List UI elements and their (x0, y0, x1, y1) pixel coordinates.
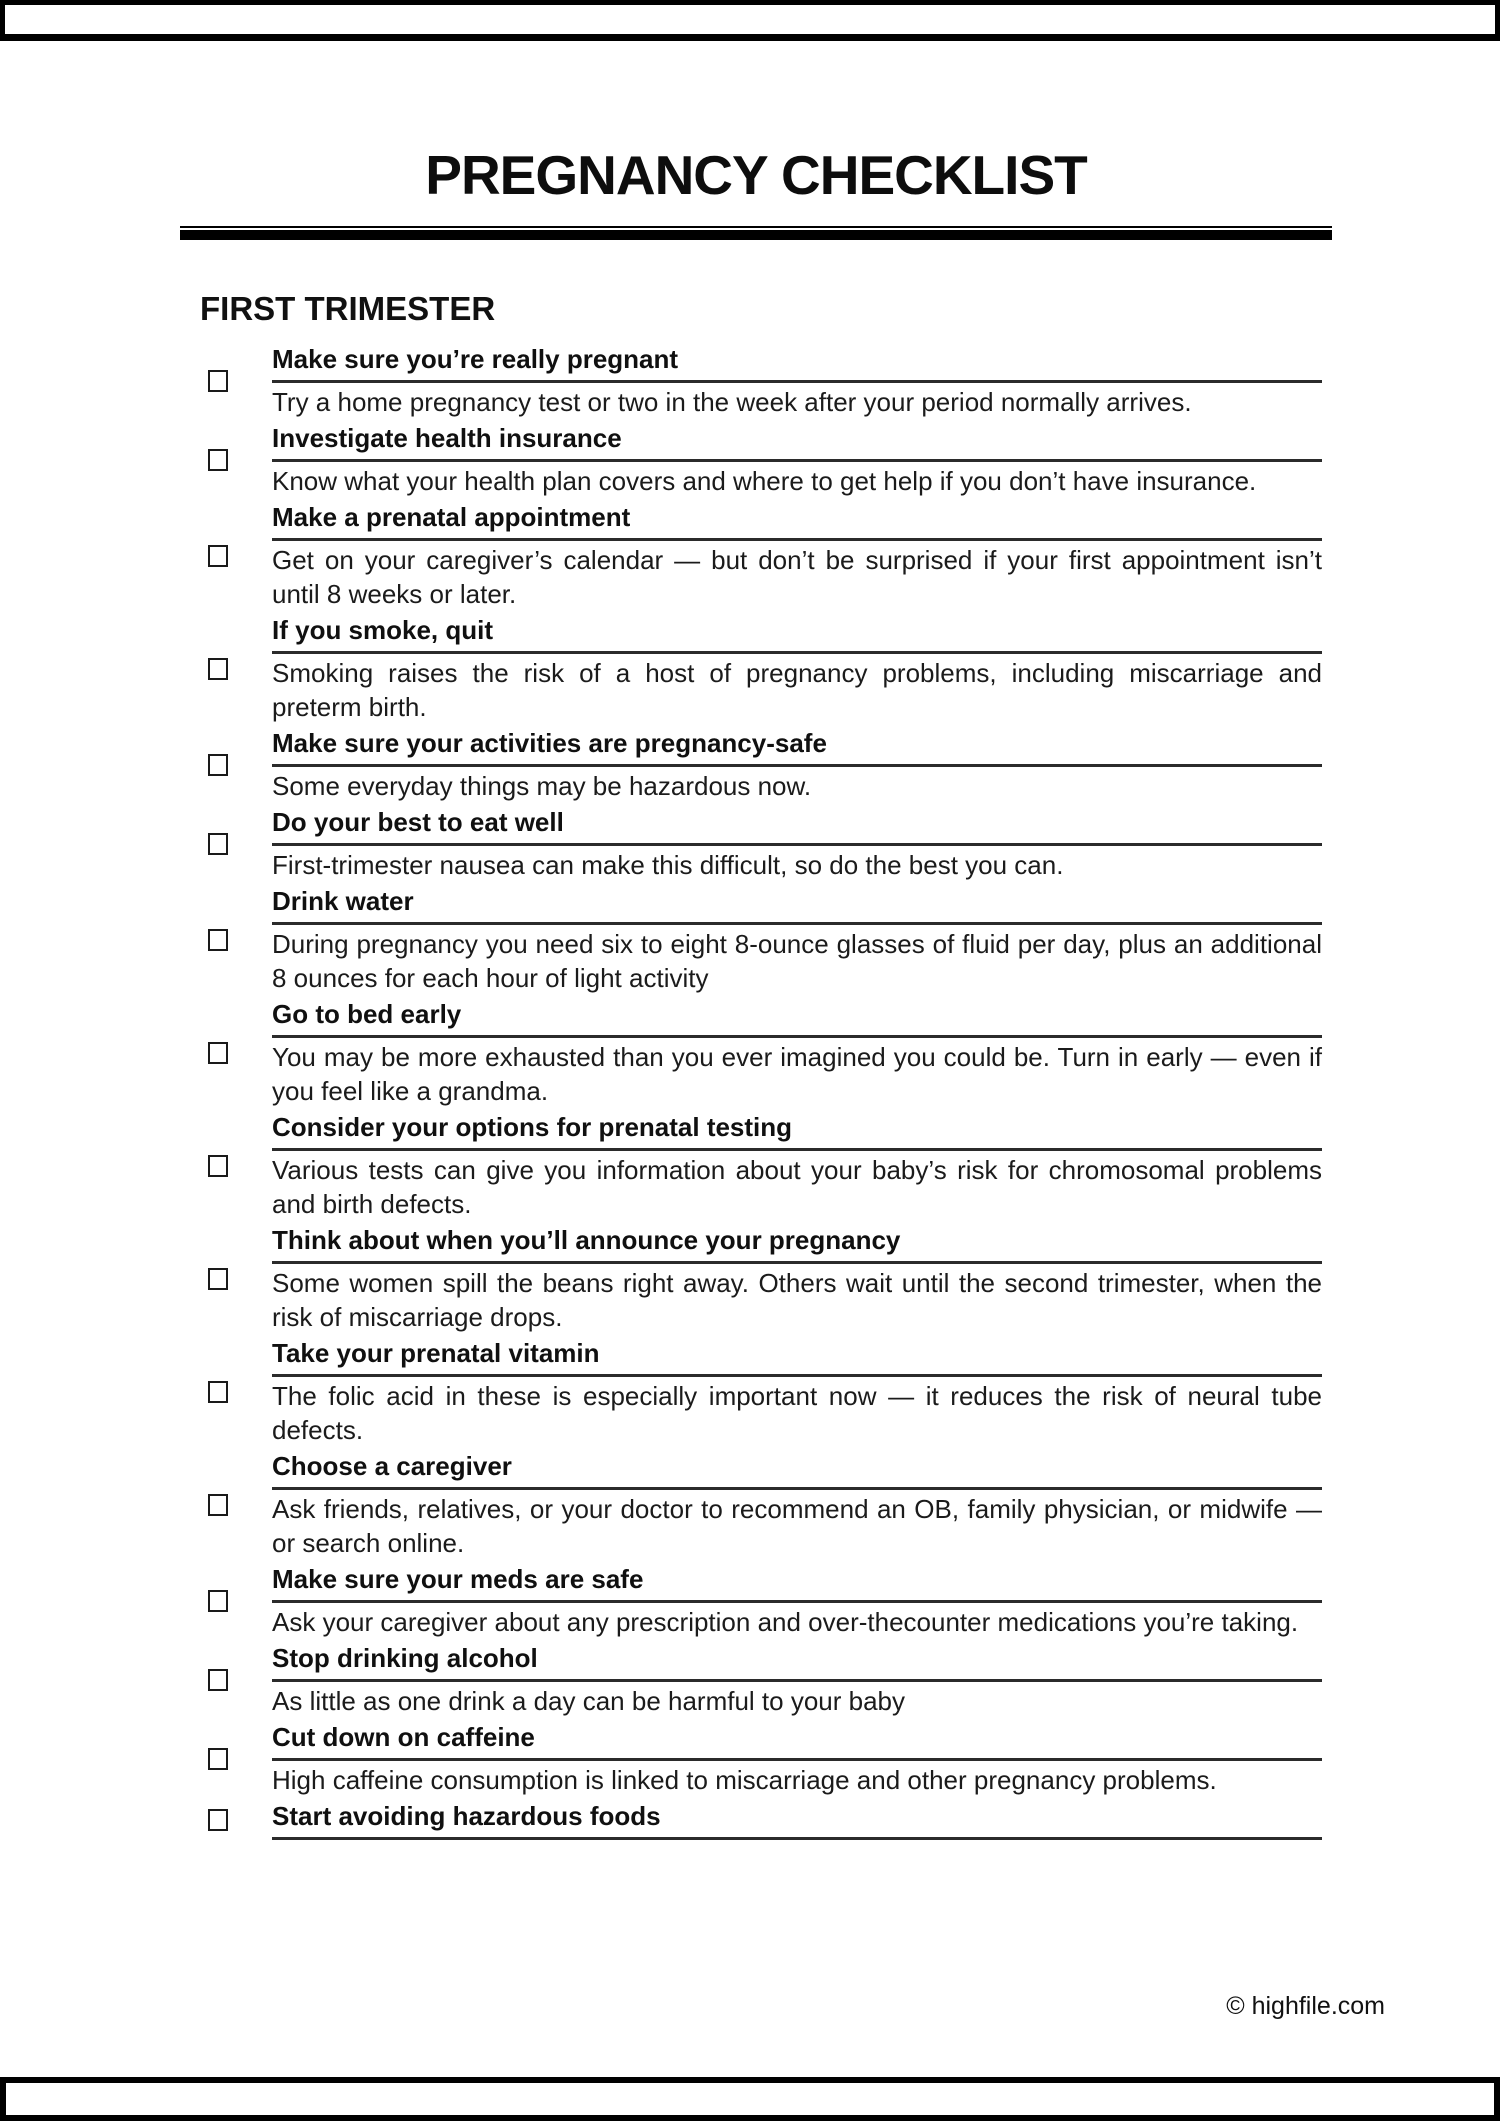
item-title: If you smoke, quit (272, 613, 1322, 654)
checklist-item-body (272, 421, 1322, 498)
checkbox[interactable] (208, 1669, 228, 1691)
item-title: Make sure you’re really pregnant (272, 342, 1322, 383)
checkbox[interactable] (208, 754, 228, 776)
section-heading: FIRST TRIMESTER (200, 289, 496, 327)
item-title: Choose a caregiver (272, 1449, 1322, 1490)
checkbox[interactable] (208, 658, 228, 680)
checkbox[interactable] (208, 929, 228, 951)
item-title: Investigate health insurance (272, 421, 1322, 462)
item-description: During pregnancy you need six to eight 8-ounce glasses of fluid per day, plus an additional 8 ounces for each hour of light activity (272, 929, 1322, 994)
checkbox[interactable] (208, 1809, 228, 1831)
item-description: Try a home pregnancy test or two in the week after your period normally arrives. (272, 387, 1192, 418)
checkbox-cell (180, 1590, 272, 1612)
checklist-item-body (272, 805, 1322, 882)
checkbox[interactable] (208, 1748, 228, 1770)
checklist-item (180, 342, 1322, 419)
item-title: Stop drinking alcohol (272, 1641, 1322, 1682)
checkbox-cell (180, 833, 272, 855)
content-area (180, 0, 1332, 1842)
checklist-item-body (272, 1336, 1322, 1447)
checklist (180, 342, 1332, 1840)
item-title: Make a prenatal appointment (272, 500, 1322, 541)
checkbox[interactable] (208, 1590, 228, 1612)
checkbox[interactable] (208, 833, 228, 855)
item-description: High caffeine consumption is linked to miscarriage and other pregnancy problems. (272, 1765, 1217, 1796)
checkbox[interactable] (208, 1494, 228, 1516)
checkbox-cell (180, 1809, 272, 1831)
checkbox-cell (180, 1669, 272, 1691)
checkbox[interactable] (208, 1268, 228, 1290)
checklist-item (180, 1449, 1322, 1560)
bottom-border-bar (0, 2077, 1500, 2121)
item-title: Consider your options for prenatal testing (272, 1110, 1322, 1151)
title-divider-thick-line (180, 230, 1332, 240)
title-divider-thin-line (180, 226, 1332, 228)
checklist-item-body (272, 997, 1322, 1108)
item-description: You may be more exhausted than you ever imagined you could be. Turn in early — even if you feel like a grandma. (272, 1042, 1322, 1107)
item-title: Think about when you’ll announce your pregnancy (272, 1223, 1322, 1264)
checkbox-cell (180, 545, 272, 567)
checkbox[interactable] (208, 545, 228, 567)
title-divider (180, 226, 1332, 240)
item-description: First-trimester nausea can make this difficult, so do the best you can. (272, 850, 1064, 881)
checkbox-cell (180, 1268, 272, 1290)
checkbox-cell (180, 929, 272, 951)
checklist-item-body (272, 1799, 1322, 1840)
checkbox[interactable] (208, 449, 228, 471)
checkbox-cell (180, 1494, 272, 1516)
checkbox[interactable] (208, 1381, 228, 1403)
checkbox-cell (180, 370, 272, 392)
page-title: PREGNANCY CHECKLIST (425, 144, 1087, 206)
checkbox-cell (180, 1042, 272, 1064)
item-title: Make sure your activities are pregnancy-safe (272, 726, 1322, 767)
checkbox-cell (180, 1748, 272, 1770)
checkbox-cell (180, 449, 272, 471)
item-description: Some women spill the beans right away. Others wait until the second trimester, when the risk of miscarriage drops. (272, 1268, 1322, 1333)
checklist-item (180, 805, 1322, 882)
item-description: Ask friends, relatives, or your doctor to recommend an OB, family physician, or midwife — or search online. (272, 1494, 1322, 1559)
item-title: Make sure your meds are safe (272, 1562, 1322, 1603)
checkbox[interactable] (208, 1155, 228, 1177)
item-title: Start avoiding hazardous foods (272, 1799, 1322, 1840)
item-description: Some everyday things may be hazardous now. (272, 771, 812, 802)
item-title: Drink water (272, 884, 1322, 925)
checklist-item (180, 726, 1322, 803)
checklist-item (180, 500, 1322, 611)
item-description: Know what your health plan covers and where to get help if you don’t have insurance. (272, 466, 1257, 497)
checklist-item (180, 1336, 1322, 1447)
checklist-item-body (272, 726, 1322, 803)
checklist-item (180, 1110, 1322, 1221)
item-description: The folic acid in these is especially important now — it reduces the risk of neural tube defects. (272, 1381, 1322, 1446)
checklist-item (180, 1223, 1322, 1334)
copyright: © highfile.com (1226, 1992, 1385, 2020)
item-description: Smoking raises the risk of a host of pregnancy problems, including miscarriage and preterm birth. (272, 658, 1322, 723)
checklist-item-body (272, 613, 1322, 724)
checklist-item (180, 1720, 1322, 1797)
checkbox[interactable] (208, 370, 228, 392)
item-title: Go to bed early (272, 997, 1322, 1038)
checklist-item (180, 1799, 1322, 1840)
checklist-item-body (272, 884, 1322, 995)
checklist-item (180, 613, 1322, 724)
checklist-item (180, 884, 1322, 995)
checklist-item-body (272, 1449, 1322, 1560)
checkbox-cell (180, 754, 272, 776)
checklist-item-body (272, 1562, 1322, 1639)
item-title: Cut down on caffeine (272, 1720, 1322, 1761)
checkbox-cell (180, 1381, 272, 1403)
item-description: Get on your caregiver’s calendar — but don’t be surprised if your first appointment isn’t until 8 weeks or later. (272, 545, 1322, 610)
checklist-item-body (272, 342, 1322, 419)
checklist-item-body (272, 1223, 1322, 1334)
item-description: Various tests can give you information about your baby’s risk for chromosomal problems and birth defects. (272, 1155, 1322, 1220)
item-title: Do your best to eat well (272, 805, 1322, 846)
item-description: Ask your caregiver about any prescription and over-thecounter medications you’re taking. (272, 1607, 1299, 1638)
checklist-item (180, 997, 1322, 1108)
checklist-item (180, 1562, 1322, 1639)
checklist-item-body (272, 1720, 1322, 1797)
checklist-item-body (272, 500, 1322, 611)
checklist-item (180, 421, 1322, 498)
checklist-item-body (272, 1110, 1322, 1221)
checkbox[interactable] (208, 1042, 228, 1064)
checklist-item-body (272, 1641, 1322, 1718)
checkbox-cell (180, 1155, 272, 1177)
checklist-item (180, 1641, 1322, 1718)
item-description: As little as one drink a day can be harmful to your baby (272, 1686, 906, 1717)
item-title: Take your prenatal vitamin (272, 1336, 1322, 1377)
checkbox-cell (180, 658, 272, 680)
